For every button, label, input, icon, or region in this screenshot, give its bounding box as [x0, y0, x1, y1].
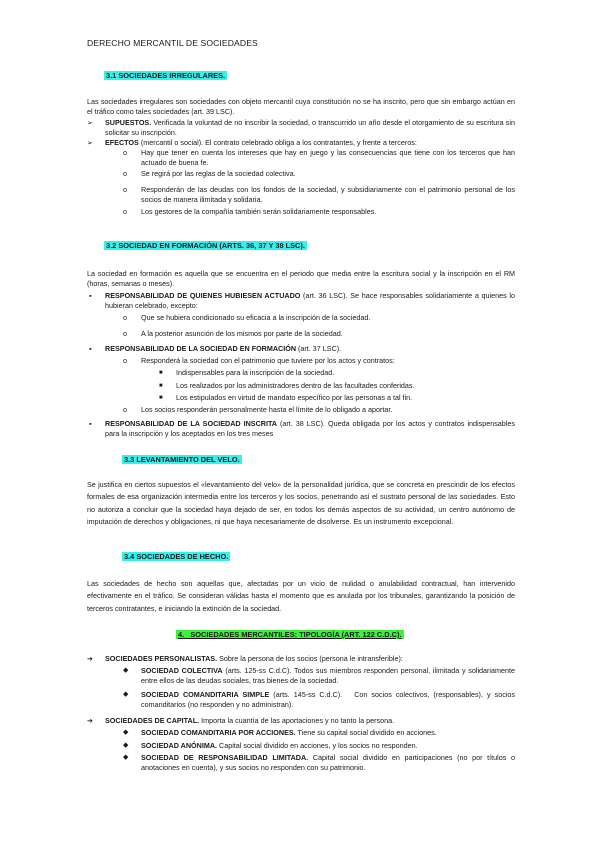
circle-bullet-icon: o	[123, 169, 127, 178]
section-3-3-text: Se justifica en ciertos supuestos el «levantamiento del velo» de la personalidad jurídica, que se concreta en prescindir de los efectos formales de esa organización intermedia entre los terceros y los socios, penetrando así el sustrato personal de las sociedades. Esto no autoriza a concluir que la sociedad haya dejado de ser, en todos los demás aspectos de su actividad, un centro autónomo de imputación de derechos y obligaciones, ni que haya necesariamente de disolverse. Es un instrumento excepcional.	[87, 480, 515, 527]
right-arrow-bullet-icon: ➔	[87, 654, 94, 663]
personalistas-list-item	[141, 666, 515, 686]
small-square-bullet-icon: ■	[159, 395, 163, 401]
efectos-list-item: Responderán de las deudas con los fondos de la sociedad, y subsidiariamente con el patrimonio personal de los socios de manera ilimitada y solidaria.	[141, 185, 515, 204]
capital-item-text: Capital social dividido en acciones, y los socios no responden.	[217, 741, 418, 750]
section-3-1-heading	[104, 71, 227, 80]
capital-item	[105, 716, 394, 726]
r2-sub-item: Indispensables para la inscripción de la sociedad.	[176, 368, 335, 377]
personalistas-item-label: SOCIEDAD COLECTIVA	[141, 666, 223, 675]
r2-list-item: Los socios responderán personalmente hasta el límite de lo obligado a aportar.	[141, 405, 393, 414]
r2-list-item: Responderá la sociedad con el patrimonio que tuviere por los actos y contratos:	[141, 356, 395, 365]
capital-item-label: SOCIEDAD ANÓNIMA.	[141, 741, 218, 750]
section-3-2-intro: La sociedad en formación es aquella que se encuentra en el periodo que media entre la escritura social y la inscripción en el RM (horas, semanas o meses).	[87, 269, 515, 288]
section-3-2-heading	[104, 241, 307, 250]
responsabilidad-inscrita-item	[105, 419, 515, 439]
responsabilidad-formacion-item	[105, 344, 341, 354]
diamond-bullet-icon: ◆	[123, 729, 129, 736]
r2-label: RESPONSABILIDAD DE LA SOCIEDAD EN FORMACIÓN	[105, 344, 297, 353]
r1-text: (art. 36 LSC). Se hace responsables solidariamente a quienes lo hubieran celebrado, excepto:	[105, 291, 515, 310]
diamond-bullet-icon: ◆	[123, 667, 129, 674]
section-4-heading-text: 4. SOCIEDADES MERCANTILES: TIPOLOGÍA (ART. 122 C.D.C).	[178, 630, 402, 639]
supuestos-text: Verificada la voluntad de no inscribir la sociedad, o transcurrido un año desde el otorgamiento de su escritura sin solicitar su inscripción.	[105, 118, 515, 137]
square-bullet-icon: ▪	[89, 291, 92, 300]
efectos-list-item: Hay que tener en cuenta los intereses que hay en juego y las consecuencias que tiene con los terceros que han actuado de buena fe.	[141, 148, 515, 167]
personalistas-item-text: (arts. 125-ss C.d.C). Todos sus miembros responden personal, ilimitada y solidariamente entre ellos de las deudas sociales, tras bienes de la sociedad.	[141, 666, 515, 685]
r3-label: RESPONSABILIDAD DE LA SOCIEDAD INSCRITA	[105, 419, 277, 428]
r1-label: RESPONSABILIDAD DE QUIENES HUBIESEN ACTUADO	[105, 291, 301, 300]
section-3-3-heading-text: 3.3 LEVANTAMIENTO DEL VELO.	[124, 455, 240, 464]
responsabilidad-actuado-item	[105, 291, 515, 311]
capital-item-label: SOCIEDAD COMANDITARIA POR ACCIONES.	[141, 728, 296, 737]
arrow-bullet-icon: ➢	[87, 138, 94, 147]
square-bullet-icon: ▪	[89, 419, 92, 428]
section-4-heading	[176, 630, 404, 639]
efectos-list-item: Los gestores de la compañía también serán solidariamente responsables.	[141, 207, 377, 216]
section-3-4-text: Las sociedades de hecho son aquellas que, afectadas por un vicio de nulidad o anulabilidad contractual, han intervenido efectivamente en el tráfico. Se consideran válidas hasta el momento que es anulada por los tribunales, garantizando la posición de terceros contratantes, e iniciando la extinción de la sociedad.	[87, 579, 515, 613]
diamond-bullet-icon: ◆	[123, 691, 129, 698]
efectos-label: EFECTOS	[105, 138, 139, 147]
circle-bullet-icon: o	[123, 148, 127, 157]
capital-text: Importa la cuantía de las aportaciones y no tanto la persona.	[199, 716, 395, 725]
square-bullet-icon: ▪	[89, 344, 92, 353]
capital-list-item	[141, 741, 418, 751]
section-3-1-intro: Las sociedades irregulares son sociedades con objeto mercantil cuya constitución no se ha inscrito, pero que sin embargo actúan en el tráfico como tales sociedades (art. 39 LSC).	[87, 97, 515, 116]
efectos-item	[105, 138, 417, 148]
section-3-1-heading-text: 3.1 SOCIEDADES IRREGULARES.	[106, 71, 226, 80]
capital-label: SOCIEDADES DE CAPITAL.	[105, 716, 200, 725]
efectos-list-item: Se regirá por las reglas de la sociedad colectiva.	[141, 169, 296, 178]
capital-list-item	[141, 728, 437, 738]
section-3-3-heading	[122, 455, 242, 464]
r2-sub-item: Los realizados por los administradores dentro de las facultades conferidas.	[176, 381, 415, 390]
personalistas-text: Sobre la persona de los socios (persona le intransferible):	[217, 654, 403, 663]
personalistas-item-text: (arts. 145-ss C.d.C). Con socios colectivos, (responsables), y socios comanditarios (no responden y no administran).	[141, 690, 517, 709]
personalistas-item-label: SOCIEDAD COMANDITARIA SIMPLE	[141, 690, 270, 699]
circle-bullet-icon: o	[123, 329, 127, 338]
small-square-bullet-icon: ■	[159, 370, 163, 376]
r1-list-item: Que se hubiera condicionado su eficacia a la inscripción de la sociedad.	[141, 313, 371, 322]
personalistas-list-item	[141, 690, 515, 710]
personalistas-item	[105, 654, 403, 664]
circle-bullet-icon: o	[123, 313, 127, 322]
supuestos-item	[105, 118, 515, 138]
r1-list-item: A la posterior asunción de los mismos por parte de la sociedad.	[141, 329, 343, 338]
efectos-text: (mercantil o social). El contrato celebrado obliga a los contratantes, y frente a terceros:	[138, 138, 417, 147]
r2-text: (art. 37 LSC).	[296, 344, 342, 353]
capital-item-label: SOCIEDAD DE RESPONSABILIDAD LIMITADA.	[141, 753, 309, 762]
circle-bullet-icon: o	[123, 207, 127, 216]
section-3-4-heading	[122, 552, 230, 561]
right-arrow-bullet-icon: ➔	[87, 716, 94, 725]
page-header: DERECHO MERCANTIL DE SOCIEDADES	[87, 38, 258, 48]
section-3-2-heading-text: 3.2 SOCIEDAD EN FORMACIÓN (ARTS. 36, 37 Y 38 LSC).	[106, 241, 305, 250]
diamond-bullet-icon: ◆	[123, 754, 129, 761]
diamond-bullet-icon: ◆	[123, 742, 129, 749]
personalistas-label: SOCIEDADES PERSONALISTAS.	[105, 654, 218, 663]
circle-bullet-icon: o	[123, 185, 127, 194]
r2-sub-item: Los estipulados en virtud de mandato específico por las personas a tal fin.	[176, 393, 413, 402]
capital-item-text: Tiene su capital social dividido en acciones.	[295, 728, 437, 737]
capital-list-item	[141, 753, 515, 773]
arrow-bullet-icon: ➢	[87, 118, 94, 127]
section-3-4-heading-text: 3.4 SOCIEDADES DE HECHO.	[124, 552, 229, 561]
small-square-bullet-icon: ■	[159, 383, 163, 389]
capital-item-text: Capital social dividido en participaciones (no por títulos o anotaciones en cuenta), y sus socios no responden con su patrimonio.	[141, 753, 515, 772]
circle-bullet-icon: o	[123, 356, 127, 365]
circle-bullet-icon: o	[123, 405, 127, 414]
supuestos-label: SUPUESTOS.	[105, 118, 152, 127]
r3-text: (art. 38 LSC). Queda obligada por los actos y contratos indispensables para la inscripción y los aceptados en los tres meses	[105, 419, 515, 438]
